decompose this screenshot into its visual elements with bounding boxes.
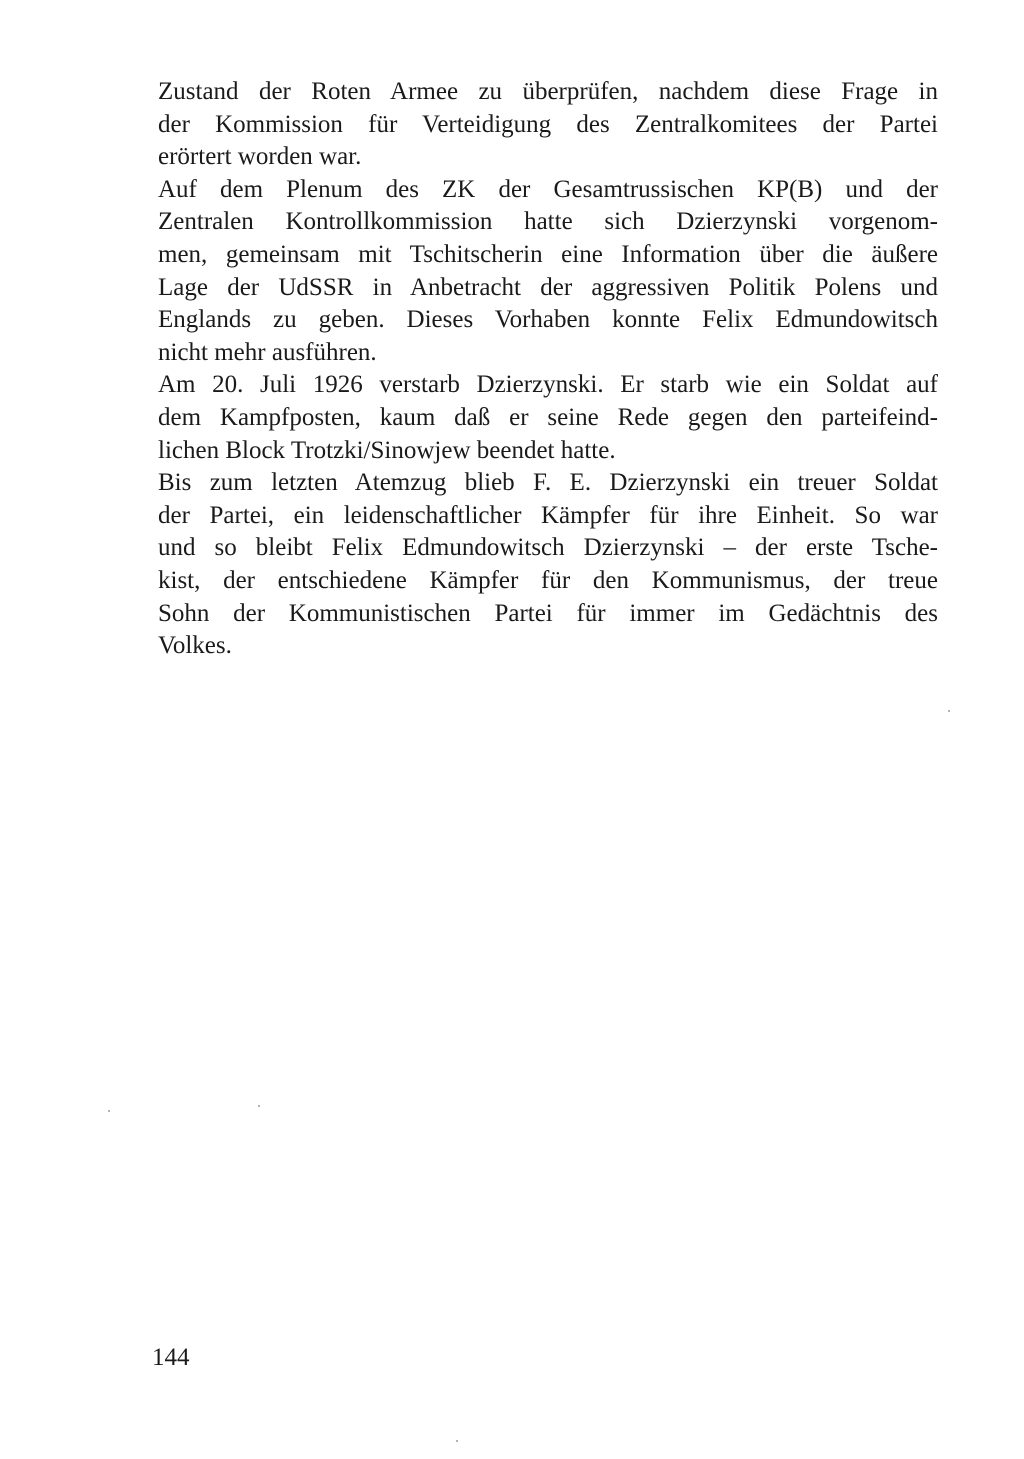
text-line: und so bleibt Felix Edmundowitsch Dzierzynski – der erste Tsche- — [158, 534, 938, 562]
paragraph — [158, 369, 938, 467]
text-line: Volkes. — [158, 632, 232, 660]
text-line: Lage der UdSSR in Anbetracht der aggressiven Politik Polens und — [158, 273, 938, 301]
text-line: Zustand der Roten Armee zu überprüfen, nachdem diese Frage in — [158, 78, 938, 105]
text-line: der Partei, ein leidenschaftlicher Kämpfer für ihre Einheit. So war — [158, 501, 938, 529]
text-line: der Kommission für Verteidigung des Zentralkomitees der Partei — [158, 110, 938, 138]
text-line: Bis zum letzten Atemzug blieb F. E. Dzierzynski ein treuer Soldat — [158, 469, 938, 497]
text-line: erörtert worden war. — [158, 143, 362, 171]
scan-speck — [258, 1105, 260, 1107]
text-line: men, gemeinsam mit Tschitscherin eine Information über die äußere — [158, 240, 938, 268]
text-line: dem Kampfposten, kaum daß er seine Rede gegen den parteifeind- — [158, 403, 938, 431]
text-line: Sohn der Kommunistischen Partei für immer im Gedächtnis des — [158, 599, 938, 627]
scan-speck — [456, 1440, 458, 1442]
body-text — [158, 76, 938, 663]
text-line: Auf dem Plenum des ZK der Gesamtrussischen KP(B) und der — [158, 175, 938, 203]
text-line: Am 20. Juli 1926 verstarb Dzierzynski. Er starb wie ein Soldat auf — [158, 371, 938, 399]
text-line: lichen Block Trotzki/Sinowjew beendet hatte. — [158, 436, 616, 464]
text-line: nicht mehr ausführen. — [158, 338, 377, 366]
paragraph — [158, 76, 938, 174]
paragraph — [158, 174, 938, 370]
paragraph — [158, 467, 938, 663]
scan-speck — [108, 1110, 110, 1112]
text-line: Englands zu geben. Dieses Vorhaben konnte Felix Edmundowitsch — [158, 306, 938, 334]
page-number: 144 — [152, 1344, 190, 1371]
text-line: Zentralen Kontrollkommission hatte sich Dzierzynski vorgenom- — [158, 208, 938, 236]
scan-speck — [948, 710, 950, 712]
text-line: kist, der entschiedene Kämpfer für den Kommunismus, der treue — [158, 566, 938, 594]
